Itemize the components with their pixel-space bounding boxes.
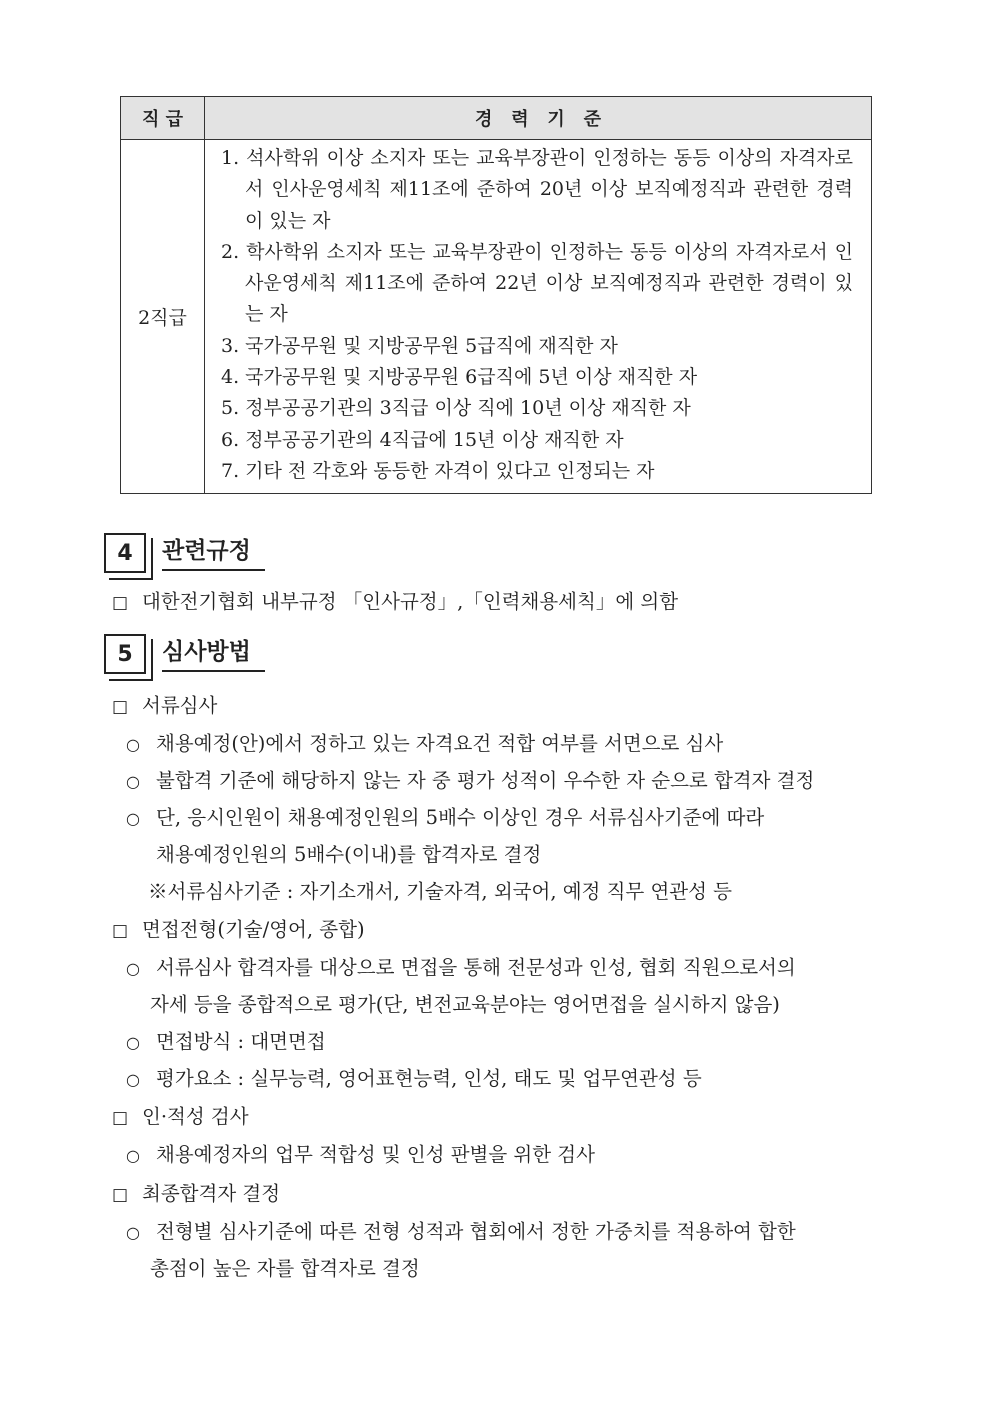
career-criteria-table <box>120 96 872 494</box>
list-item <box>126 1213 796 1251</box>
regulation-text: 대한전기협회 내부규정 「인사규정」,「인력채용세칙」에 의함 <box>142 590 679 613</box>
criteria-item-5: 5. 정부공공기관의 3직급 이상 직에 10년 이상 재직한 자 <box>221 397 691 420</box>
item-text: 채용예정자의 업무 적합성 및 인성 판별을 위한 검사 <box>156 1143 595 1166</box>
item-text: 서류심사 합격자를 대상으로 면접을 통해 전문성과 인성, 협회 직원으로서의 <box>156 956 796 979</box>
criteria-item-3: 3. 국가공무원 및 지방공무원 5급직에 재직한 자 <box>221 334 618 357</box>
criteria-item-6: 6. 정부공공기관의 4직급에 15년 이상 재직한 자 <box>221 428 624 451</box>
criteria-item-4: 4. 국가공무원 및 지방공무원 6급직에 5년 이상 재직한 자 <box>221 366 698 389</box>
doc-review-heading <box>112 687 217 726</box>
list-item <box>126 1023 326 1061</box>
heading-text: 최종합격자 결정 <box>142 1182 281 1205</box>
aptitude-heading <box>112 1098 249 1137</box>
heading-text: 서류심사 <box>142 694 218 717</box>
section-number-badge: 5 <box>104 634 146 674</box>
circle-bullet-icon: ○ <box>126 959 140 978</box>
section-title: 관련규정 <box>162 533 265 571</box>
final-decision-heading <box>112 1175 280 1214</box>
list-item <box>126 725 723 763</box>
circle-bullet-icon: ○ <box>126 735 140 754</box>
heading-text: 면접전형(기술/영어, 종합) <box>142 918 365 941</box>
item-continuation: 총점이 높은 자를 합격자로 결정 <box>150 1257 420 1280</box>
circle-bullet-icon: ○ <box>126 1033 140 1052</box>
criteria-cell <box>205 140 872 494</box>
square-bullet-icon: □ <box>112 1108 129 1128</box>
item-text: 불합격 기준에 해당하지 않는 자 중 평가 성적이 우수한 자 순으로 합격자 결정 <box>156 769 815 792</box>
criteria-item-2: 2. 학사학위 소지자 또는 교육부장관이 인정하는 동등 이상의 자격자로서 인사운영세칙 제11조에 준하여 22년 이상 보직예정직과 관련한 경력이 있는 자 <box>221 240 853 326</box>
item-text: 단, 응시인원이 채용예정인원의 5배수 이상인 경우 서류심사기준에 따라 <box>156 806 765 829</box>
heading-text: 인·적성 검사 <box>142 1105 249 1128</box>
square-bullet-icon: □ <box>112 593 129 613</box>
item-text: 전형별 심사기준에 따른 전형 성적과 협회에서 정한 가중치를 적용하여 합한 <box>156 1220 796 1243</box>
item-continuation: 자세 등을 종합적으로 평가(단, 변전교육분야는 영어면접을 실시하지 않음) <box>150 993 780 1016</box>
header-grade: 직 급 <box>121 97 205 140</box>
list-item <box>126 949 796 987</box>
item-text: 면접방식 : 대면면접 <box>156 1030 326 1053</box>
criteria-item-1: 1. 석사학위 이상 소지자 또는 교육부장관이 인정하는 동등 이상의 자격자로서 인사운영세칙 제11조에 준하여 20년 이상 보직예정직과 관련한 경력이 있는 자 <box>221 147 853 232</box>
header-criteria: 경 력 기 준 <box>205 97 872 140</box>
item-continuation: 채용예정인원의 5배수(이내)를 합격자로 결정 <box>156 843 542 866</box>
section-number-badge: 4 <box>104 533 146 573</box>
list-item <box>126 1136 595 1174</box>
circle-bullet-icon: ○ <box>126 1223 140 1242</box>
square-bullet-icon: □ <box>112 1185 129 1205</box>
table-header-row <box>121 97 872 140</box>
review-criteria-note: ※서류심사기준 : 자기소개서, 기술자격, 외국어, 예정 직무 연관성 등 <box>148 880 733 903</box>
list-item <box>126 1060 702 1098</box>
item-text: 평가요소 : 실무능력, 영어표현능력, 인성, 태도 및 업무연관성 등 <box>156 1067 702 1090</box>
section-title: 심사방법 <box>162 634 265 672</box>
square-bullet-icon: □ <box>112 697 129 717</box>
circle-bullet-icon: ○ <box>126 1146 140 1165</box>
square-bullet-icon: □ <box>112 921 129 941</box>
circle-bullet-icon: ○ <box>126 1070 140 1089</box>
criteria-item-7: 7. 기타 전 각호와 동등한 자격이 있다고 인정되는 자 <box>221 459 655 482</box>
list-item <box>126 762 814 800</box>
item-text: 채용예정(안)에서 정하고 있는 자격요건 적합 여부를 서면으로 심사 <box>156 732 724 755</box>
regulation-item <box>112 583 678 622</box>
table-row <box>121 140 872 494</box>
grade-cell: 2직급 <box>121 140 205 494</box>
circle-bullet-icon: ○ <box>126 772 140 791</box>
interview-heading <box>112 911 365 950</box>
circle-bullet-icon: ○ <box>126 809 140 828</box>
list-item <box>126 799 764 837</box>
